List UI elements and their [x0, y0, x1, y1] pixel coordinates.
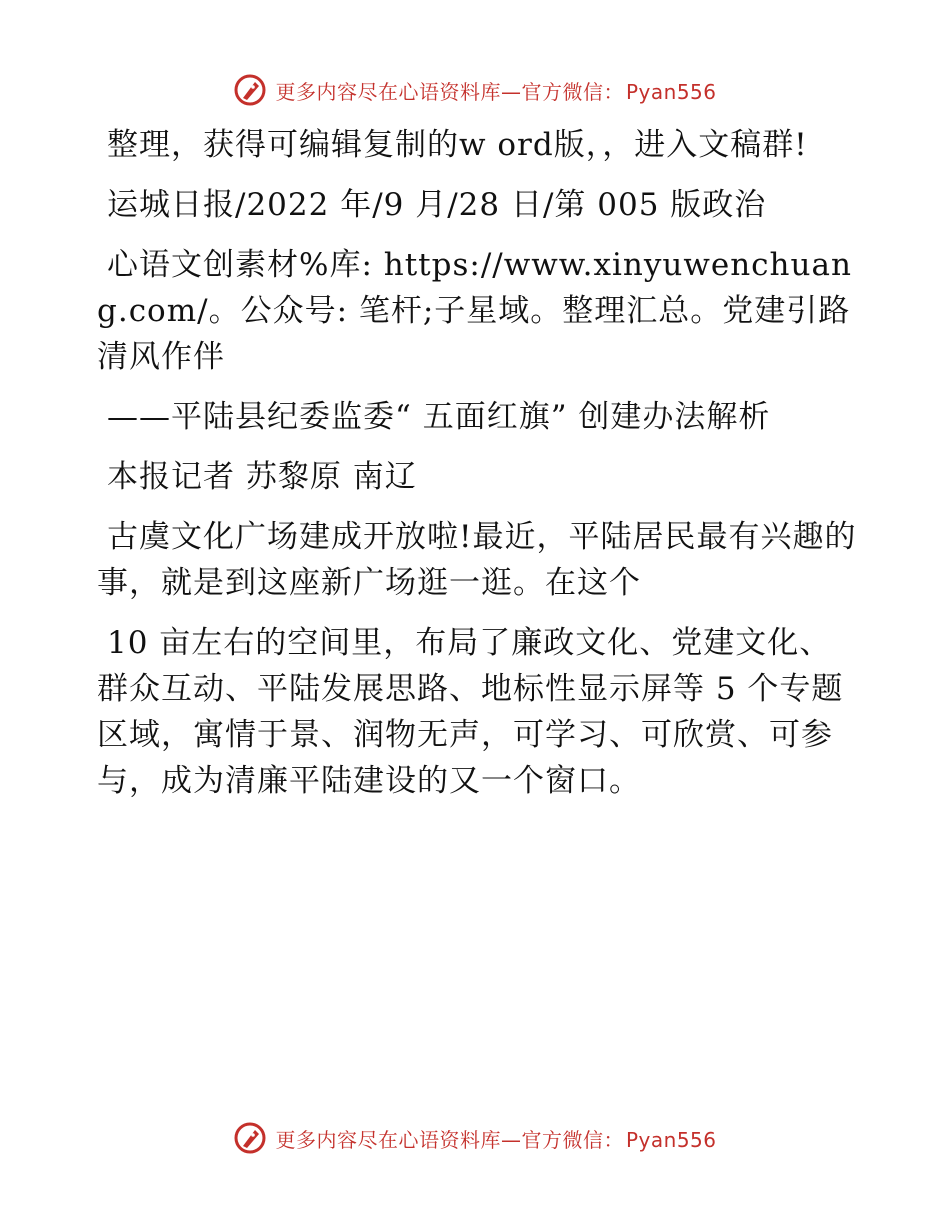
paragraph-subtitle: ——平陆县纪委监委“ 五面红旗” 创建办法解析 [107, 399, 771, 435]
paragraph-byline: 本报记者 苏黎原 南辽 [107, 459, 417, 495]
footer-banner [0, 1118, 950, 1158]
wechat-account: Pyan556 [625, 79, 717, 104]
paragraph-source: 运城日报/2022 年/9 月/28 日/第 005 版政治 [107, 187, 767, 223]
pen-nib-logo-icon [233, 1121, 267, 1155]
paragraph-intro: 整理，获得可编辑复制的w ord版，，进入文稿群! [107, 127, 808, 163]
paragraph-library-info: 心语文创素材%库: https://www.xinyuwenchuang.com/。公众号: 笔杆;子星域。整理汇总。党建引路 清风作伴 [97, 247, 852, 375]
banner-text: 更多内容尽在心语资料库—官方微信： Pyan556 [275, 1127, 717, 1152]
pen-nib-logo-icon [233, 73, 267, 107]
document-body [97, 122, 857, 818]
paragraph-body-1: 古虞文化广场建成开放啦!最近，平陆居民最有兴趣的事，就是到这座新广场逛一逛。在这个 [97, 519, 857, 601]
banner-text: 更多内容尽在心语资料库—官方微信： Pyan556 [275, 79, 717, 104]
wechat-account: Pyan556 [625, 1127, 717, 1152]
paragraph-body-2: 10 亩左右的空间里，布局了廉政文化、党建文化、群众互动、平陆发展思路、地标性显示屏等 5 个专题区域，寓情于景、润物无声，可学习、可欣赏、可参与，成为清廉平陆建设的又一个窗口。 [97, 625, 844, 799]
header-banner [0, 70, 950, 110]
